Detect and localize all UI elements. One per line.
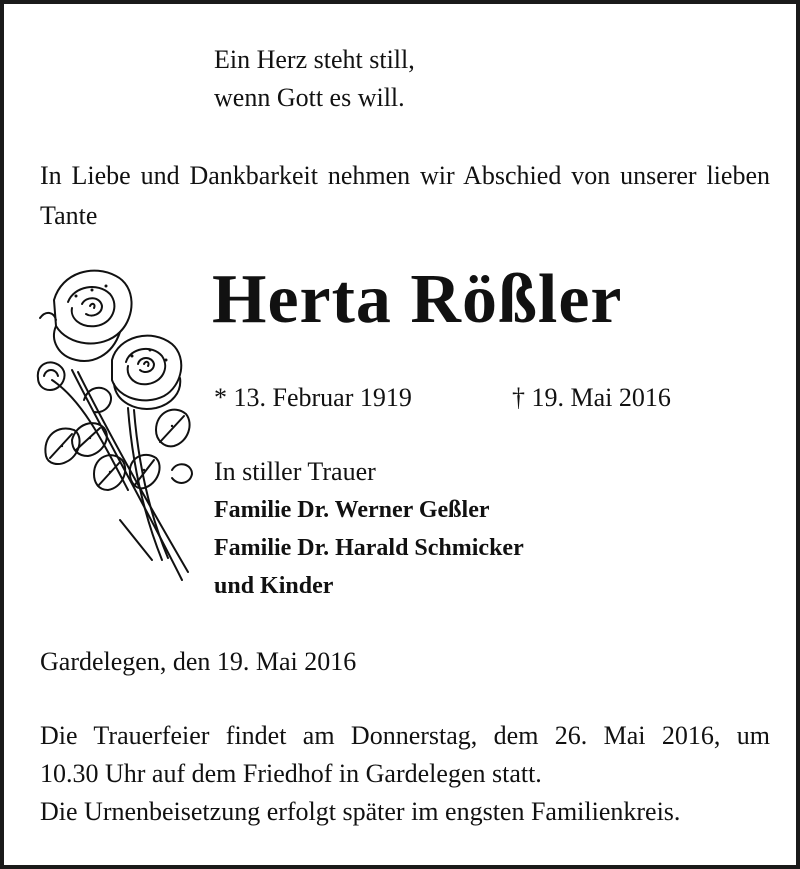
ceremony-info xyxy=(40,720,770,834)
deceased-name: Herta Rößler xyxy=(212,261,623,338)
ceremony-line-2: 10.30 Uhr auf dem Friedhof in Gardelegen statt. xyxy=(40,759,542,788)
poem xyxy=(214,44,415,120)
mourner-family-2: Familie Dr. Harald Schmicker xyxy=(214,535,524,561)
roses-illustration-icon xyxy=(32,260,208,600)
ceremony-line-1: Die Trauerfeier findet am Donnerstag, dem 26. Mai 2016, um xyxy=(40,721,770,750)
mourner-family-3: und Kinder xyxy=(214,573,334,599)
place-and-date: Gardelegen, den 19. Mai 2016 xyxy=(40,647,357,676)
birth-date: * 13. Februar 1919 xyxy=(214,383,412,412)
poem-line-2: wenn Gott es will. xyxy=(214,83,405,112)
intro-text: In Liebe und Dankbarkeit nehmen wir Abschied von unserer lieben Tante xyxy=(40,161,770,230)
mourner-family-1: Familie Dr. Werner Geßler xyxy=(214,497,490,523)
mourners-intro: In stiller Trauer xyxy=(214,457,376,486)
death-date: † 19. Mai 2016 xyxy=(512,383,671,412)
ceremony-line-3: Die Urnenbeisetzung erfolgt später im engsten Familienkreis. xyxy=(40,797,681,826)
poem-line-1: Ein Herz steht still, xyxy=(214,45,415,74)
